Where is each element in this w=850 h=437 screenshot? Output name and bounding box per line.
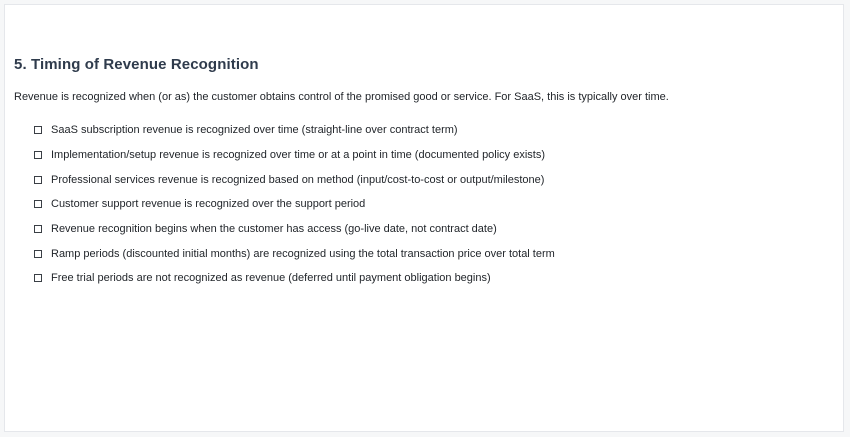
checkbox-icon[interactable] <box>34 126 42 134</box>
checklist-item <box>33 143 555 168</box>
checklist-item-label: Customer support revenue is recognized over the support period <box>51 198 366 211</box>
checklist-item-label: Ramp periods (discounted initial months) are recognized using the total transaction price over total term <box>51 247 555 260</box>
checkbox-icon[interactable] <box>34 176 42 184</box>
checklist-item <box>33 118 555 143</box>
document-page <box>4 4 844 432</box>
checklist-item <box>33 266 555 291</box>
checkbox-icon[interactable] <box>34 200 42 208</box>
checklist-item-label: Professional services revenue is recognized based on method (input/cost-to-cost or output/milestone) <box>51 173 545 186</box>
checkbox-icon[interactable] <box>34 250 42 258</box>
checklist-item-label: Implementation/setup revenue is recognized over time or at a point in time (documented policy exists) <box>51 149 546 162</box>
checklist-item <box>33 192 555 217</box>
checklist-item-label: Revenue recognition begins when the customer has access (go-live date, not contract date) <box>51 223 497 236</box>
checklist-item-label: Free trial periods are not recognized as revenue (deferred until payment obligation begins) <box>51 272 491 285</box>
checklist-item <box>33 217 555 242</box>
section-title: 5. Timing of Revenue Recognition <box>14 56 259 73</box>
checkbox-icon[interactable] <box>34 225 42 233</box>
checklist-item <box>33 167 555 192</box>
checklist-item-label: SaaS subscription revenue is recognized over time (straight-line over contract term) <box>51 124 458 137</box>
section-intro: Revenue is recognized when (or as) the customer obtains control of the promised good or service. For SaaS, this is typically over time. <box>14 91 669 103</box>
checkbox-icon[interactable] <box>34 274 42 282</box>
checkbox-icon[interactable] <box>34 151 42 159</box>
revenue-timing-checklist <box>33 118 555 291</box>
checklist-item <box>33 241 555 266</box>
